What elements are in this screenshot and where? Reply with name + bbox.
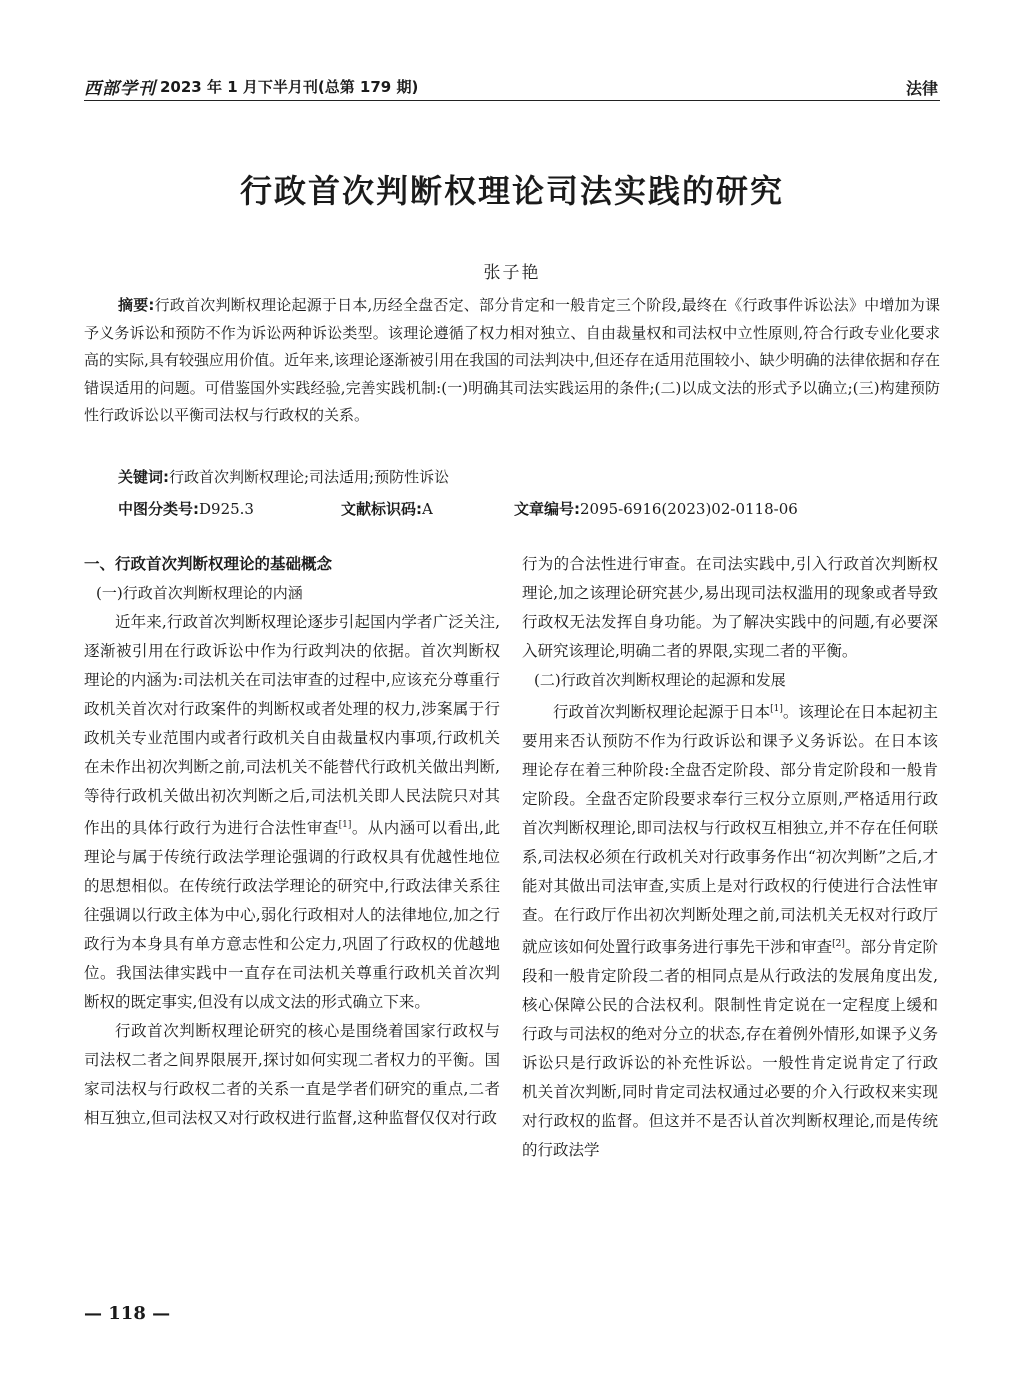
body-column-right: [522, 550, 938, 1165]
citation: [2]: [832, 939, 845, 950]
paragraph-continued: 行为的合法性进行审查。在司法实践中,引入行政首次判断权理论,加之该理论研究甚少,易出现司法权滥用的现象或者导致行政权无法发挥自身功能。为了解决实践中的问题,有必要深入研究该理论,明确二者的界限,实现二者的平衡。: [522, 555, 938, 660]
subsection-heading-origin: (二)行政首次判断权理论的起源和发展: [534, 671, 786, 689]
keywords: [118, 466, 449, 487]
section-heading-1: 一、行政首次判断权理论的基础概念: [84, 555, 333, 573]
clc-number: [118, 498, 254, 519]
running-header: [84, 72, 940, 101]
article-no-label: 文章编号:: [514, 500, 580, 518]
paragraph: 近年来,行政首次判断权理论逐步引起国内学者广泛关注,逐渐被引用在行政诉讼中作为行政判决的依据。首次判断权理论的内涵为:司法机关在司法审查的过程中,应该充分尊重行政机关首次对行政案件的判断权或者处理的权力,涉案属于行政机关专业范围内或者行政机关自由裁量权内事项,行政机关在未作出初次判断之前,司法机关不能替代行政机关做出判断,等待行政机关做出初次判断之后,司法机关即人民法院只对其作出的具体行政行为进行合法性审查[1]。从内涵可以看出,此理论与属于传统行政法学理论强调的行政权具有优越性地位的思想相似。在传统行政法学理论的研究中,行政法律关系往往强调以行政主体为中心,弱化行政相对人的法律地位,加之行政行为本身具有单方意志性和公定力,巩固了行政权的优越地位。我国法律实践中一直存在司法机关尊重行政机关首次判断权的既定事实,但没有以成文法的形式确立下来。: [84, 613, 500, 1012]
clc-label: 中图分类号:: [118, 500, 199, 518]
clc-value: D925.3: [199, 500, 254, 518]
journal-logo: 西部学刊: [84, 79, 156, 99]
paragraph: 行政首次判断权理论起源于日本[1]。该理论在日本起初主要用来否认预防不作为行政诉讼和课予义务诉讼。在日本该理论存在着三种阶段:全盘否定阶段、部分肯定阶段和一般肯定阶段。全盘否定阶段要求奉行三权分立原则,严格适用行政首次判断权理论,即司法权与行政权互相独立,并不存在任何联系,司法权必须在行政机关对行政事务作出“初次判断”之后,才能对其做出司法审查,实质上是对行政权的行使进行合法性审查。在行政厅作出初次判断处理之前,司法机关无权对行政厅就应该如何处置行政事务进行事先干涉和审查[2]。部分肯定阶段和一般肯定阶段二者的相同点是从行政法的发展角度出发,核心保障公民的合法权利。限制性肯定说在一定程度上缓和行政与司法权的绝对分立的状态,存在着例外情形,如课予义务诉讼只是行政诉讼的补充性诉讼。一般性肯定说肯定了行政机关首次判断,同时肯定司法权通过必要的介入行政权来实现对行政权的监督。但这并不是否认首次判断权理论,而是传统的行政法学: [522, 703, 938, 1160]
article-title: 行政首次判断权理论司法实践的研究: [239, 172, 784, 210]
author-name: 张子艳: [483, 263, 541, 283]
subsection-heading-connotation: (一)行政首次判断权理论的内涵: [96, 584, 303, 602]
abstract-text: 行政首次判断权理论起源于日本,历经全盘否定、部分肯定和一般肯定三个阶段,最终在《行政事件诉讼法》中增加为课予义务诉讼和预防不作为诉讼两种诉讼类型。该理论遵循了权力相对独立、自由裁量权和司法权中立性原则,符合行政专业化要求高的实际,具有较强应用价值。近年来,该理论逐渐被引用在我国的司法判决中,但还存在适用范围较小、缺少明确的法律依据和存在错误适用的问题。可借鉴国外实践经验,完善实践机制:(一)明确其司法实践运用的条件;(二)以成文法的形式予以确立;(三)构建预防性行政诉讼以平衡司法权与行政权的关系。: [84, 296, 941, 424]
keywords-label: 关键词:: [118, 468, 169, 486]
abstract: [84, 292, 940, 430]
citation: [1]: [338, 820, 352, 830]
section-name: 法律: [905, 79, 938, 98]
document-code: [341, 498, 433, 519]
keywords-text: 行政首次判断权理论;司法适用;预防性诉讼: [169, 468, 450, 486]
paragraph: 行政首次判断权理论研究的核心是围绕着国家行政权与司法权二者之间界限展开,探讨如何实现二者权力的平衡。国家司法权与行政权二者的关系一直是学者们研究的重点,二者相互独立,但司法权又对行政权进行监督,这种监督仅仅对行政: [84, 1022, 500, 1128]
article-no-value: 2095-6916(2023)02-0118-06: [580, 500, 798, 518]
article-number: [514, 498, 798, 519]
body-column-left: [84, 550, 500, 1133]
journal-issue: 2023 年 1 月下半月刊(总第 179 期): [160, 78, 419, 96]
doc-code-value: A: [422, 500, 433, 518]
abstract-label: 摘要:: [118, 296, 155, 314]
doc-code-label: 文献标识码:: [341, 500, 422, 518]
page-number: — 118 —: [84, 1303, 171, 1324]
citation: [1]: [770, 704, 783, 714]
